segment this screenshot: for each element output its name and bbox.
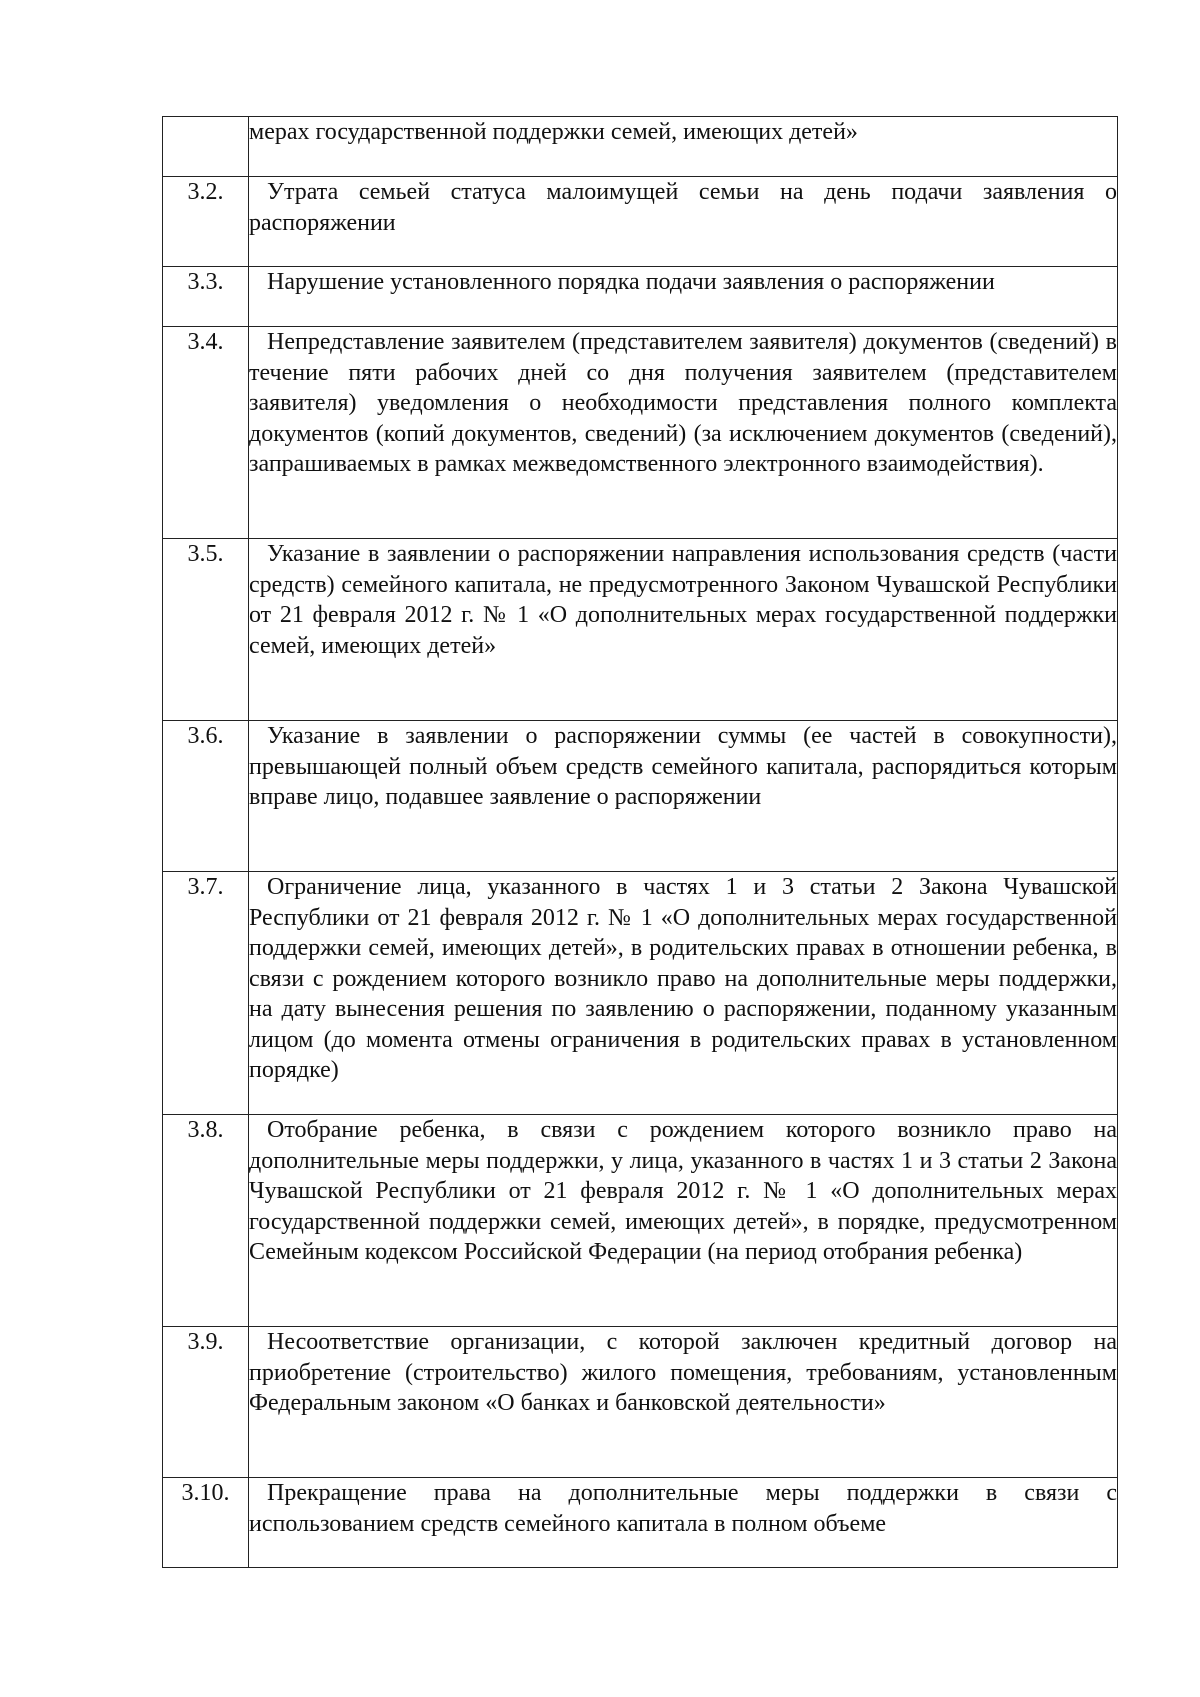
table-row — [163, 539, 1118, 721]
row-text: Указание в заявлении о распоряжении суммы (ее частей в совокупности), превышающей полный объем средств семейного капитала, распорядиться которым вправе лицо, подавшее заявление о распоряжении — [249, 723, 1117, 810]
table-row — [163, 721, 1118, 872]
row-number: 3.9. — [163, 1327, 249, 1478]
row-text-cell — [249, 721, 1118, 872]
row-text-cell — [249, 177, 1118, 267]
row-number: 3.7. — [163, 872, 249, 1115]
row-text-cell — [249, 539, 1118, 721]
row-text: мерах государственной поддержки семей, имеющих детей» — [249, 119, 858, 145]
row-text: Нарушение установленного порядка подачи заявления о распоряжении — [267, 269, 995, 295]
row-text-cell — [249, 1115, 1118, 1327]
table-row — [163, 327, 1118, 539]
row-text-cell — [249, 327, 1118, 539]
table-row — [163, 1115, 1118, 1327]
row-number: 3.5. — [163, 539, 249, 721]
row-number: 3.2. — [163, 177, 249, 267]
row-text: Непредставление заявителем (представителем заявителя) документов (сведений) в течение пяти рабочих дней со дня получения заявителем (представителем заявителя) уведомления о необходимости представления полного комплекта документов (копий документов, сведений) (за исключением документов (сведений), запрашиваемых в рамках межведомственного электронного взаимодействия). — [249, 329, 1117, 477]
row-text: Прекращение права на дополнительные меры поддержки в связи с использованием средств семейного капитала в полном объеме — [249, 1480, 1117, 1537]
grounds-table — [162, 116, 1118, 1568]
row-number — [163, 117, 249, 177]
row-text-cell — [249, 872, 1118, 1115]
row-text: Утрата семьей статуса малоимущей семьи на день подачи заявления о распоряжении — [249, 179, 1117, 236]
table-row — [163, 177, 1118, 267]
row-text: Ограничение лица, указанного в частях 1 и 3 статьи 2 Закона Чувашской Республики от 21 февраля 2012 г. № 1 «О дополнительных мерах государственной поддержки семей, имеющих детей», в родительских правах в отношении ребенка, в связи с рождением которого возникло право на дополнительные меры поддержки, на дату вынесения решения по заявлению о распоряжении, поданному указанным лицом (до момента отмены ограничения в родительских правах в установленном порядке) — [249, 874, 1117, 1083]
row-text-cell — [249, 117, 1118, 177]
row-text: Указание в заявлении о распоряжении направления использования средств (части средств) семейного капитала, не предусмотренного Законом Чувашской Республики от 21 февраля 2012 г. № 1 «О дополнительных мерах государственной поддержки семей, имеющих детей» — [249, 541, 1117, 659]
row-number: 3.8. — [163, 1115, 249, 1327]
table-row — [163, 1327, 1118, 1478]
table-row — [163, 1478, 1118, 1568]
table-row — [163, 872, 1118, 1115]
row-number: 3.4. — [163, 327, 249, 539]
row-text-cell — [249, 267, 1118, 327]
row-text: Отобрание ребенка, в связи с рождением которого возникло право на дополнительные меры поддержки, у лица, указанного в частях 1 и 3 статьи 2 Закона Чувашской Республики от 21 февраля 2012 г. № 1 «О дополнительных мерах государственной поддержки семей, имеющих детей», в порядке, предусмотренном Семейным кодексом Российской Федерации (на период отобрания ребенка) — [249, 1117, 1117, 1265]
row-text-cell — [249, 1327, 1118, 1478]
row-number: 3.10. — [163, 1478, 249, 1568]
table-row — [163, 117, 1118, 177]
table-row — [163, 267, 1118, 327]
row-text: Несоответствие организации, с которой заключен кредитный договор на приобретение (строительство) жилого помещения, требованиям, установленным Федеральным законом «О банках и банковской деятельности» — [249, 1329, 1117, 1416]
row-text-cell — [249, 1478, 1118, 1568]
row-number: 3.6. — [163, 721, 249, 872]
row-number: 3.3. — [163, 267, 249, 327]
